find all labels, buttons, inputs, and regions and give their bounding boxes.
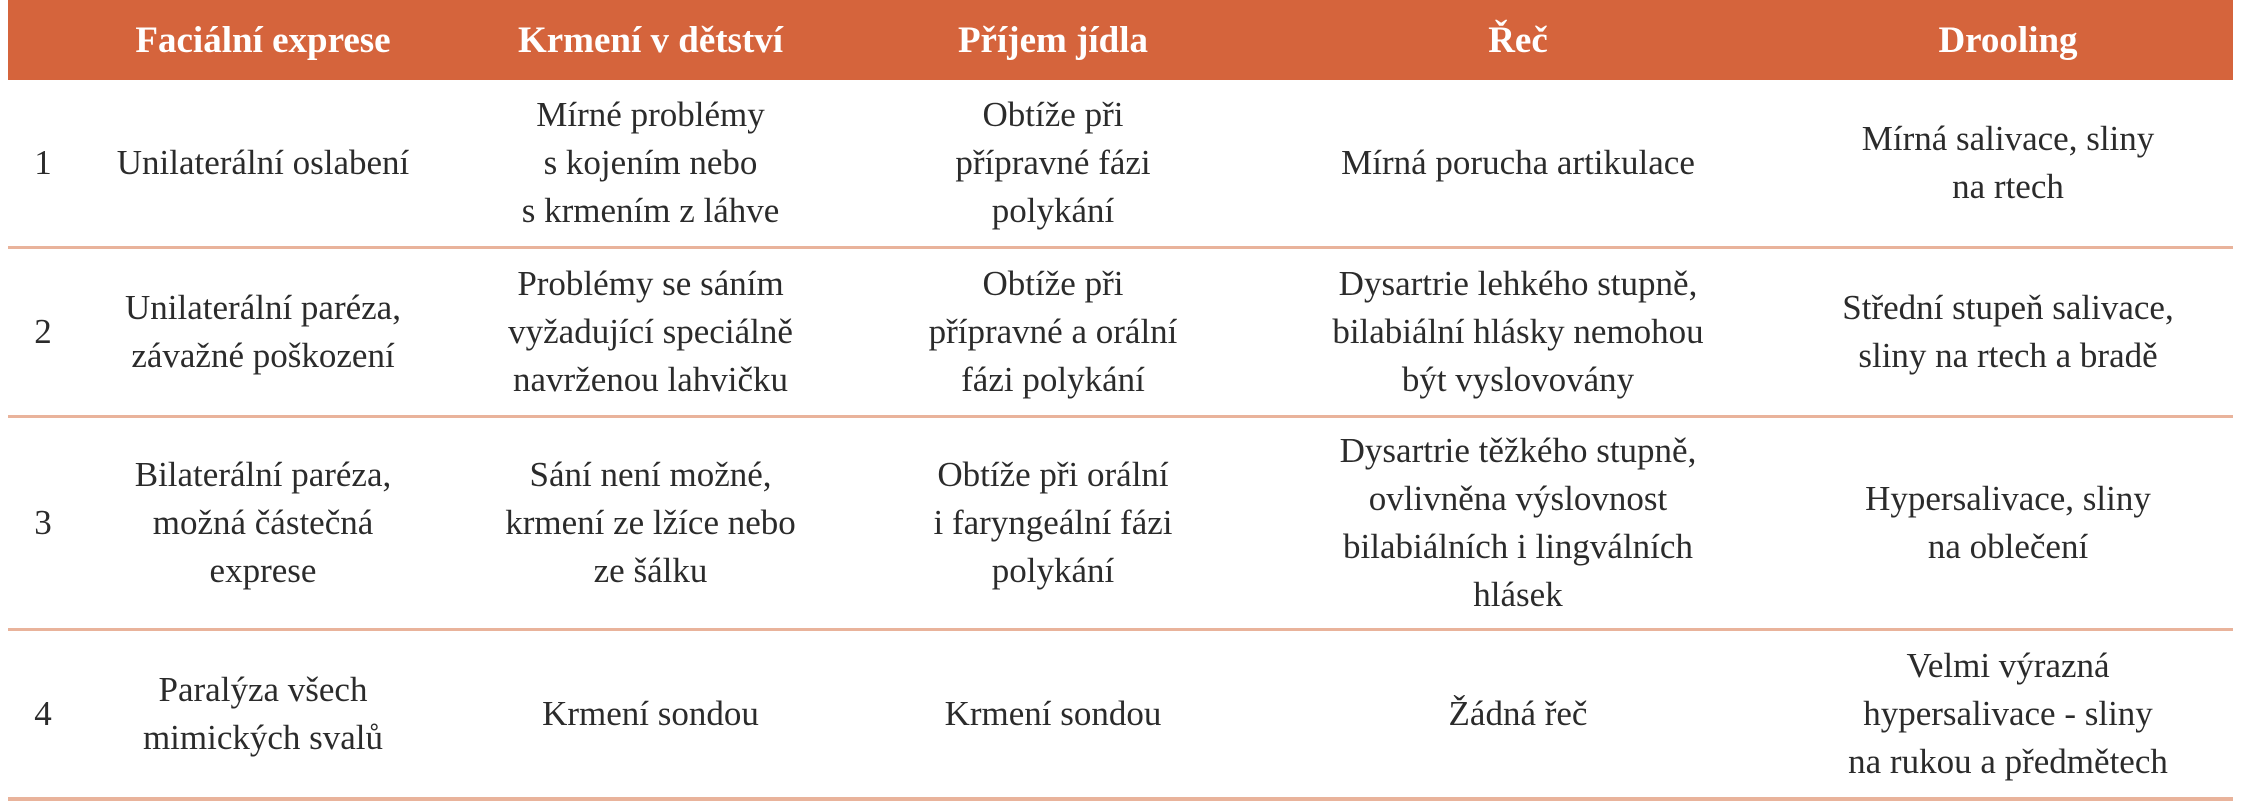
cell-line: navrženou lahvičku: [512, 360, 789, 399]
cell-intake: [853, 80, 1253, 248]
cell-facial: [78, 248, 448, 417]
cell-feeding: [448, 630, 853, 800]
cell-line: hypersalivace - sliny: [1863, 694, 2153, 733]
cell-line: Dysartrie těžkého stupně,: [1339, 431, 1697, 470]
cell-line: Krmení sondou: [944, 694, 1162, 733]
cell-line: Obtíže při: [982, 95, 1124, 134]
cell-speech: [1253, 80, 1783, 248]
grading-table-container: [8, 0, 2233, 801]
cell-line: ovlivněna výslovnost: [1368, 479, 1668, 518]
cell-speech: [1253, 248, 1783, 417]
cell-line: Mírná porucha artikulace: [1341, 143, 1695, 182]
cell-line: na rukou a předmětech: [1848, 742, 2168, 781]
cell-line: Bilaterální paréza,: [134, 455, 392, 494]
cell-line: vyžadující speciálně: [508, 312, 793, 351]
table-row: [8, 80, 2233, 248]
table-row: [8, 248, 2233, 417]
cell-line: Velmi výrazná: [1906, 646, 2110, 685]
cell-facial: [78, 417, 448, 630]
header-facial-expression: Faciální exprese: [135, 19, 391, 61]
cell-line: hlásek: [1473, 575, 1563, 614]
cell-line: ze šálku: [593, 551, 708, 590]
header-speech: Řeč: [1488, 19, 1548, 61]
cell-line: na rtech: [1952, 167, 2064, 206]
cell-line: být vyslovovány: [1401, 360, 1635, 399]
cell-drooling: [1783, 80, 2233, 248]
cell-line: Dysartrie lehkého stupně,: [1338, 264, 1698, 303]
cell-line: Mírná salivace, sliny: [1861, 119, 2155, 158]
cell-feeding: [448, 417, 853, 630]
cell-facial: [78, 630, 448, 800]
cell-speech: [1253, 417, 1783, 630]
header-drooling: Drooling: [1938, 19, 2078, 61]
cell-line: mimických svalů: [142, 718, 384, 757]
grade-number: 2: [8, 248, 78, 417]
cell-line: bilabiální hlásky nemohou: [1332, 312, 1704, 351]
cell-line: polykání: [991, 551, 1115, 590]
cell-line: Krmení sondou: [542, 694, 759, 733]
header-infant-feeding: Krmení v dětství: [517, 19, 784, 61]
grading-table: [8, 0, 2233, 801]
cell-intake: [853, 248, 1253, 417]
cell-line: Mírné problémy: [536, 95, 765, 134]
cell-intake: [853, 417, 1253, 630]
cell-facial: [78, 80, 448, 248]
cell-drooling: [1783, 417, 2233, 630]
cell-line: Obtíže při: [982, 264, 1124, 303]
table-header-row: [8, 0, 2233, 80]
cell-line: fázi polykání: [961, 360, 1145, 399]
cell-line: Obtíže při orální: [937, 455, 1169, 494]
cell-feeding: [448, 80, 853, 248]
grade-number: 4: [8, 630, 78, 800]
cell-feeding: [448, 248, 853, 417]
table-row: [8, 417, 2233, 630]
header-food-intake: Příjem jídla: [957, 19, 1149, 61]
cell-intake: [853, 630, 1253, 800]
cell-line: exprese: [209, 551, 317, 590]
cell-line: Unilaterální oslabení: [116, 143, 410, 182]
cell-line: s krmením z láhve: [521, 191, 780, 230]
cell-line: přípravné fázi: [955, 143, 1151, 182]
cell-line: závažné poškození: [131, 336, 395, 375]
cell-line: Unilaterální paréza,: [125, 288, 401, 327]
cell-line: Paralýza všech: [158, 670, 368, 709]
cell-line: na oblečení: [1927, 527, 2089, 566]
table-row: [8, 630, 2233, 800]
cell-line: s kojením nebo: [543, 143, 758, 182]
cell-drooling: [1783, 630, 2233, 800]
cell-line: Problémy se sáním: [517, 264, 784, 303]
cell-line: Sání není možné,: [529, 455, 772, 494]
grade-number: 1: [8, 80, 78, 248]
cell-line: Hypersalivace, sliny: [1865, 479, 2151, 518]
grade-number: 3: [8, 417, 78, 630]
cell-speech: [1253, 630, 1783, 800]
cell-line: i faryngeální fázi: [933, 503, 1173, 542]
cell-line: přípravné a orální: [928, 312, 1178, 351]
cell-line: Střední stupeň salivace,: [1842, 288, 2174, 327]
cell-line: možná částečná: [152, 503, 374, 542]
cell-line: sliny na rtech a bradě: [1858, 336, 2158, 375]
cell-line: bilabiálních i lingválních: [1343, 527, 1693, 566]
cell-line: polykání: [991, 191, 1115, 230]
cell-line: Žádná řeč: [1448, 694, 1588, 733]
cell-line: krmení ze lžíce nebo: [505, 503, 796, 542]
cell-drooling: [1783, 248, 2233, 417]
header-num: [8, 0, 78, 80]
